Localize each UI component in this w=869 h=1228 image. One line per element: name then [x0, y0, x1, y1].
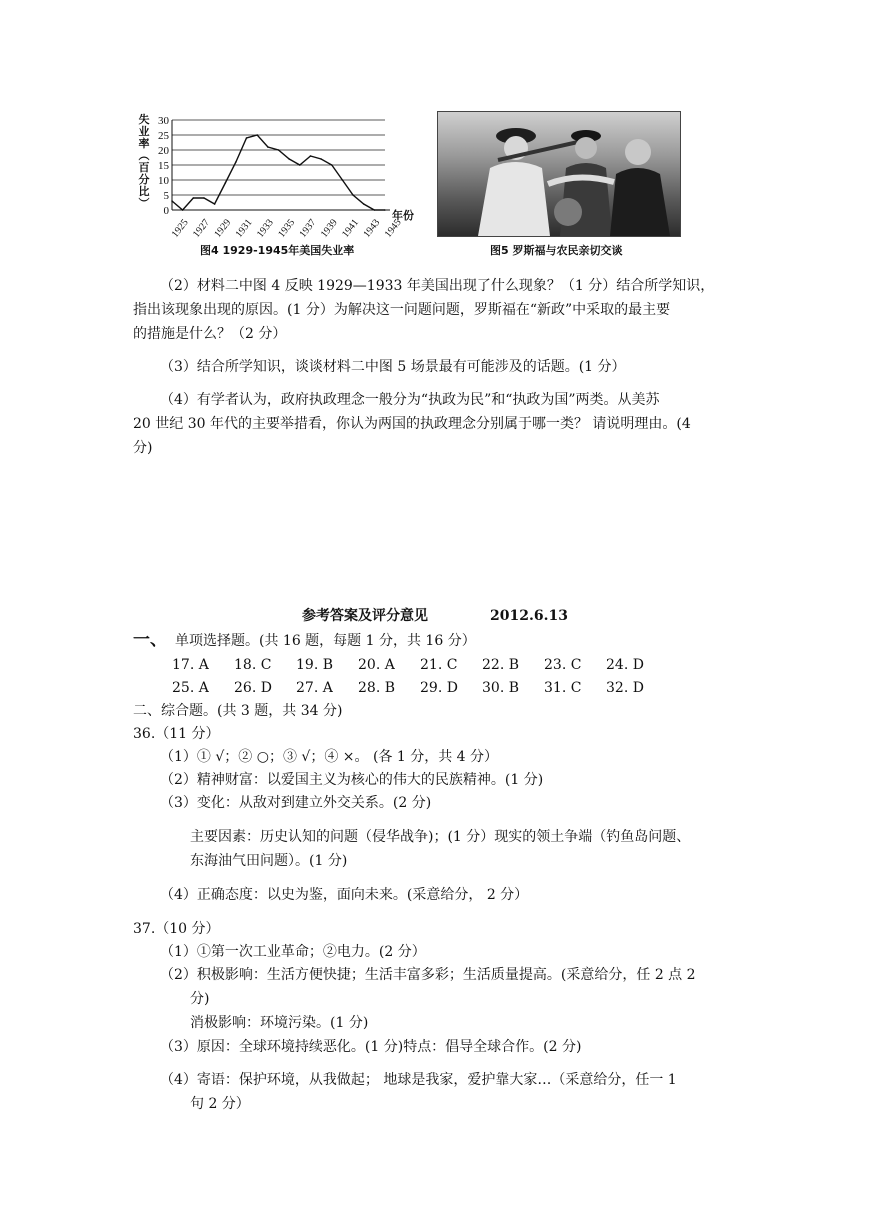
- question-2-line3: 的措施是什么？（2 分）: [133, 326, 287, 342]
- answers-date: 2012.6.13: [490, 608, 568, 624]
- x-tick-label: 1933: [254, 217, 276, 240]
- unemployment-chart: [130, 105, 430, 250]
- a37-2b: 消极影响：环境污染。(1 分): [190, 1015, 369, 1031]
- y-axis-label-char: 比: [138, 185, 150, 198]
- data-point: [246, 137, 248, 139]
- answer-item: 30. B: [482, 680, 520, 696]
- answer-item: 32. D: [606, 680, 644, 696]
- answer-item: 26. D: [234, 680, 272, 696]
- y-tick-label: 20: [158, 145, 169, 157]
- answer-item: 23. C: [544, 657, 582, 673]
- data-point: [267, 146, 269, 148]
- a36-4: （4）正确态度：以史为鉴，面向未来。(采意给分， 2 分）: [160, 887, 529, 903]
- figure5-caption: 图5 罗斯福与农民亲切交谈: [490, 244, 623, 257]
- answer-item: 17. A: [172, 657, 209, 673]
- x-tick-label: 1931: [233, 217, 255, 240]
- y-axis-label-char: 业: [138, 125, 150, 138]
- section2-heading: 二、综合题。(共 3 题，共 34 分): [133, 703, 343, 719]
- a37-2-line1: （2）积极影响：生活方便快捷；生活丰富多彩；生活质量提高。(采意给分，任 2 点 2: [160, 967, 696, 983]
- data-point: [278, 149, 280, 151]
- x-tick-label: 1925: [169, 217, 191, 240]
- photo-roosevelt-farmers: [437, 111, 681, 237]
- answer-item: 20. A: [358, 657, 395, 673]
- data-point: [214, 203, 216, 205]
- data-point: [235, 161, 237, 163]
- answer-item: 24. D: [606, 657, 644, 673]
- answer-row-1: [172, 655, 668, 675]
- question-2-line1: （2）材料二中图 4 反映 1929—1933 年美国出现了什么现象？（1 分）结合所学知识，: [160, 278, 715, 294]
- question-4-line1: （4）有学者认为，政府执政理念一般分为“执政为民”和“执政为国”两类。从美苏: [160, 392, 660, 408]
- a36-1: （1）① √；② ○；③ √；④ ×。 (各 1 分，共 4 分）: [160, 749, 499, 765]
- answer-item: 21. C: [420, 657, 458, 673]
- a36-3b-line2: 东海油气田问题）。(1 分): [190, 853, 348, 869]
- y-tick-label: 15: [158, 160, 169, 172]
- x-tick-label: 1927: [190, 217, 212, 240]
- x-tick-label: 1939: [318, 217, 340, 240]
- a37-2-line2: 分): [190, 991, 210, 1007]
- answer-item: 25. A: [172, 680, 209, 696]
- y-tick-label: 30: [158, 115, 169, 127]
- data-point: [331, 164, 333, 166]
- y-tick-label: 5: [163, 190, 169, 202]
- y-axis-label-char: 率: [138, 137, 150, 150]
- photo-placeholder-icon: [438, 112, 680, 236]
- x-tick-label: 1941: [340, 217, 362, 240]
- data-point: [320, 158, 322, 160]
- data-point: [310, 155, 312, 157]
- data-point: [171, 200, 173, 202]
- x-tick-label: 1943: [361, 217, 383, 240]
- question-4-line3: 分): [133, 440, 153, 456]
- y-axis-label-char: 失: [138, 113, 150, 126]
- answer-item: 18. C: [234, 657, 272, 673]
- x-axis-label: 年份: [392, 209, 414, 222]
- y-tick-label: 10: [158, 175, 169, 187]
- q37-heading: 37.（10 分）: [133, 921, 220, 937]
- answer-row-2: [172, 678, 668, 698]
- question-2-line2: 指出该现象出现的原因。(1 分）为解决这一问题问题，罗斯福在“新政”中采取的最主要: [133, 302, 671, 318]
- data-point: [374, 209, 376, 211]
- q36-heading: 36.（11 分）: [133, 726, 220, 742]
- y-axis-label-char: 分: [138, 173, 150, 186]
- a36-3b-line1: 主要因素：历史认知的问题（侵华战争)；(1 分）现实的领土争端（钓鱼岛问题、: [190, 829, 691, 845]
- data-point: [363, 203, 365, 205]
- answer-item: 28. B: [358, 680, 396, 696]
- data-point: [193, 197, 195, 199]
- y-tick-label: 0: [163, 205, 169, 217]
- a37-3: （3）原因：全球环境持续恶化。(1 分)特点：倡导全球合作。(2 分): [160, 1039, 582, 1055]
- data-point: [256, 134, 258, 136]
- x-tick-label: 1929: [212, 217, 234, 240]
- answers-title: 参考答案及评分意见: [302, 608, 428, 624]
- a36-2: （2）精神财富：以爱国主义为核心的伟大的民族精神。(1 分): [160, 772, 544, 788]
- x-tick-label: 1945: [382, 217, 404, 240]
- a37-4-line2: 句 2 分）: [190, 1096, 250, 1112]
- data-point: [342, 179, 344, 181]
- section1-heading: 单项选择题。(共 16 题，每题 1 分，共 16 分）: [175, 633, 476, 649]
- section1-marker: 一、: [133, 630, 167, 650]
- answer-item: 31. C: [544, 680, 582, 696]
- data-point: [299, 164, 301, 166]
- x-tick-label: 1935: [276, 217, 298, 240]
- a37-1: （1）①第一次工业革命；②电力。(2 分）: [160, 944, 426, 960]
- figure4-caption: 图4 1929-1945年美国失业率: [200, 244, 355, 257]
- question-3: （3）结合所学知识，谈谈材料二中图 5 场景最有可能涉及的话题。(1 分）: [160, 359, 626, 375]
- answer-item: 22. B: [482, 657, 520, 673]
- data-point: [352, 194, 354, 196]
- y-axis-label-char: 百: [138, 161, 150, 174]
- data-point: [288, 158, 290, 160]
- y-axis-label-char: ︵: [138, 149, 150, 162]
- x-tick-label: 1937: [297, 217, 319, 240]
- data-point: [224, 182, 226, 184]
- data-point: [203, 197, 205, 199]
- answer-item: 27. A: [296, 680, 333, 696]
- a37-4-line1: （4）寄语：保护环境，从我做起； 地球是我家，爱护靠大家…（采意给分，任一 1: [160, 1072, 677, 1088]
- y-tick-label: 25: [158, 130, 169, 142]
- answer-item: 29. D: [420, 680, 458, 696]
- data-point: [182, 209, 184, 211]
- a36-3: （3）变化：从敌对到建立外交关系。(2 分): [160, 795, 432, 811]
- y-axis-label-char: ︶: [138, 197, 150, 210]
- question-4-line2: 20 世纪 30 年代的主要举措看，你认为两国的执政理念分别属于哪一类？ 请说明理由。(4: [133, 416, 691, 432]
- answer-item: 19. B: [296, 657, 334, 673]
- data-point: [384, 209, 386, 211]
